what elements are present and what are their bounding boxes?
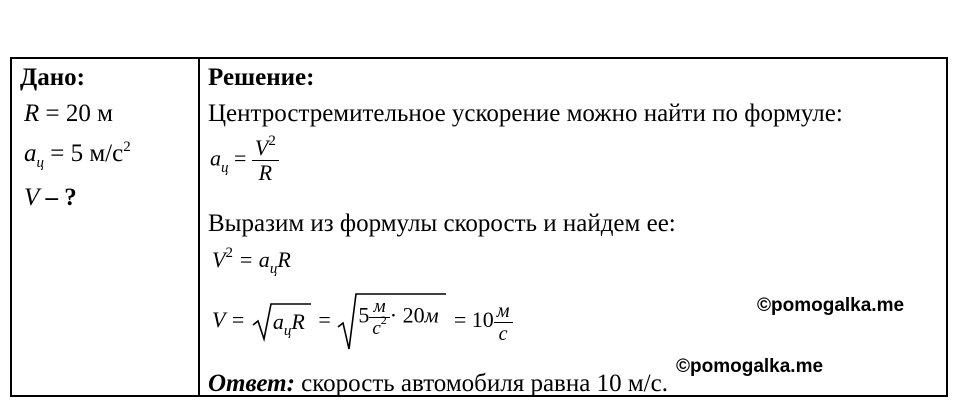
f3-eq3: = 10 (453, 307, 494, 333)
given-acceleration (24, 139, 131, 171)
f1-sub: ц (221, 159, 229, 176)
given-header: Дано: (20, 64, 85, 91)
solution-line-1: Центростремительное ускорение можно найти по формуле: (208, 100, 843, 127)
column-divider (198, 59, 200, 395)
answer-text: скорость автомобиля равна 10 м/с. (301, 370, 668, 397)
f2-eq-a: = a (238, 247, 270, 272)
f1-fraction (252, 133, 279, 185)
f1-a: a (210, 145, 221, 171)
f2-r: R (277, 247, 291, 272)
velocity-var: V (24, 184, 40, 211)
f1-denominator: R (258, 160, 273, 185)
formula-v-squared (212, 245, 291, 277)
f1-eq: = (234, 145, 247, 171)
f1-numerator: $V^2$ (252, 137, 279, 161)
answer-label: Ответ: (208, 370, 295, 397)
solution-header: Решение: (208, 64, 315, 91)
formula-velocity (212, 291, 513, 353)
accel-value: = 5 м/с (50, 140, 124, 167)
accel-var: a (24, 140, 37, 167)
radius-value: = 20 м (45, 100, 113, 127)
watermark-1: ©pomogalka.me (757, 295, 905, 316)
f2-exp: 2 (225, 245, 233, 261)
given-radius (24, 101, 113, 126)
watermark-2: ©pomogalka.me (676, 356, 824, 377)
f3-result-unit: $\frac{м}{c}$ (494, 301, 513, 344)
f3-eq2: = (318, 307, 331, 333)
radius-var: R (24, 100, 40, 127)
formula-centripetal (210, 133, 279, 185)
given-unknown (24, 185, 77, 210)
f3-v: V = (212, 307, 246, 333)
answer-line (208, 371, 668, 396)
f3-sqrt-1: $a_цR$ (251, 301, 313, 343)
velocity-question: – ? (45, 184, 77, 211)
f2-v: V (212, 247, 226, 272)
f3-sqrt-2: 5 $\frac{м}{c^2}$ · 20м (336, 291, 448, 353)
accel-sub: ц (36, 155, 44, 171)
task-table (10, 57, 948, 397)
accel-exp: 2 (123, 139, 131, 155)
solution-line-2: Выразим из формулы скорость и найдем ее: (208, 210, 676, 237)
f2-sub: ц (269, 261, 278, 277)
